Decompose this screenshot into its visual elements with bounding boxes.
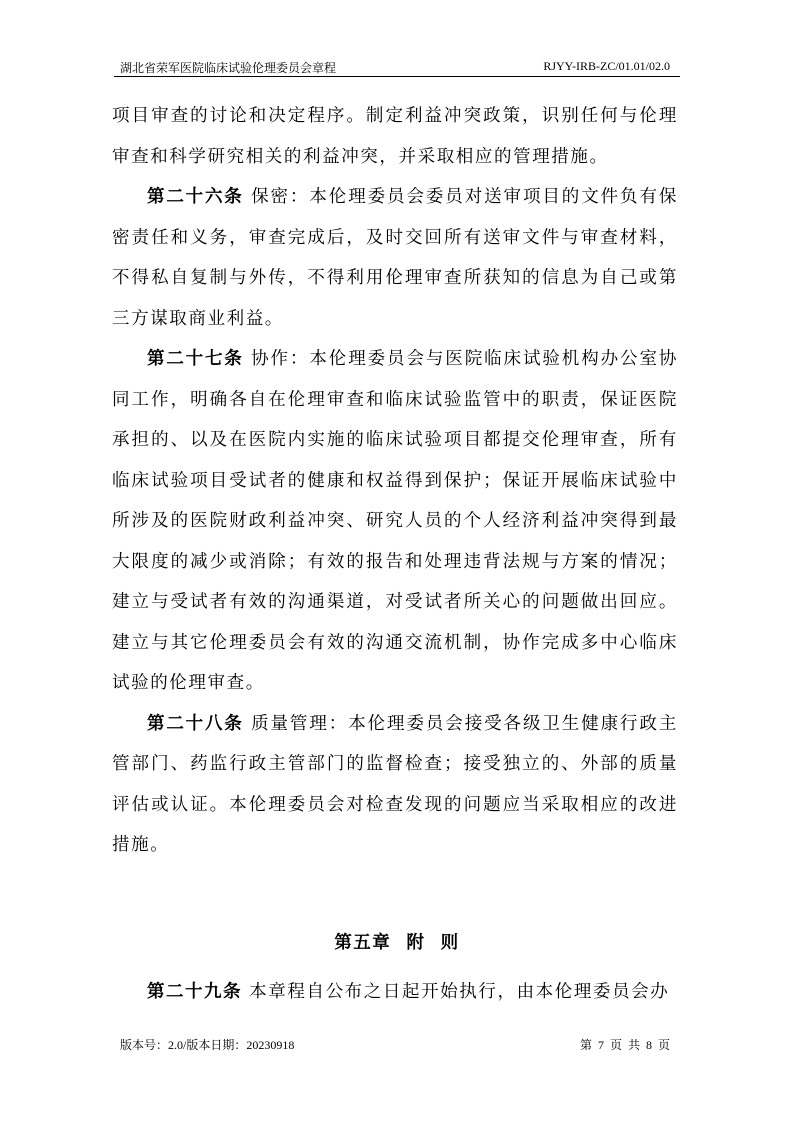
chapter-title bbox=[0, 929, 794, 954]
article-number: 第二十九条 bbox=[147, 982, 242, 1002]
header-title: 湖北省荣军医院临床试验伦理委员会章程 bbox=[120, 61, 337, 75]
article-text: 本章程自公布之日起开始执行，由本伦理委员会办 bbox=[249, 982, 670, 1002]
article-text: 质量管理：本伦理委员会接受各级卫生健康行政主管部门、药监行政主管部门的监督检查；接受独立的、外部的质量评估或认证。本伦理委员会对检查发现的问题应当采取相应的改进措施。 bbox=[112, 713, 679, 855]
article-28 bbox=[112, 704, 678, 866]
footer-page-number: 第 7 页 共 8 页 bbox=[579, 1038, 670, 1052]
article-number: 第二十六条 bbox=[147, 187, 244, 207]
chapter-title-text: 第五章 附 则 bbox=[334, 933, 460, 953]
article-text: 保密：本伦理委员会委员对送审项目的文件负有保密责任和义务，审查完成后，及时交回所有送审文件与审查材料，不得私自复制与外传，不得利用伦理审查所获知的信息为自己或第三方谋取商业利益。 bbox=[112, 187, 679, 329]
article-27 bbox=[112, 339, 678, 704]
body-text bbox=[112, 96, 678, 866]
footer-version: 版本号：2.0/版本日期：20230918 bbox=[120, 1038, 295, 1052]
article-29 bbox=[112, 972, 678, 1012]
header-doc-code: RJYY-IRB-ZC/01.01/02.0 bbox=[543, 59, 670, 73]
paragraph-continued bbox=[112, 96, 678, 177]
paragraph-text: 项目审查的讨论和决定程序。制定利益冲突政策，识别任何与伦理审查和科学研究相关的利益冲突，并采取相应的管理措施。 bbox=[112, 106, 678, 167]
page-header bbox=[114, 56, 680, 77]
article-text: 协作：本伦理委员会与医院临床试验机构办公室协同工作，明确各自在伦理审查和临床试验监管中的职责，保证医院承担的、以及在医院内实施的临床试验项目都提交伦理审查，所有临床试验项目受试者的健康和权益得到保护；保证开展临床试验中所涉及的医院财政利益冲突、研究人员的个人经济利益冲突得到最大限度的减少或消除；有效的报告和处理违背法规与方案的情况；建立与受试者有效的沟通渠道，对受试者所关心的问题做出回应。建立与其它伦理委员会有效的沟通交流机制，协作完成多中心临床试验的伦理审查。 bbox=[112, 349, 679, 693]
article-number: 第二十七条 bbox=[147, 349, 244, 369]
article-number: 第二十八条 bbox=[147, 713, 244, 734]
article-26 bbox=[112, 177, 678, 339]
